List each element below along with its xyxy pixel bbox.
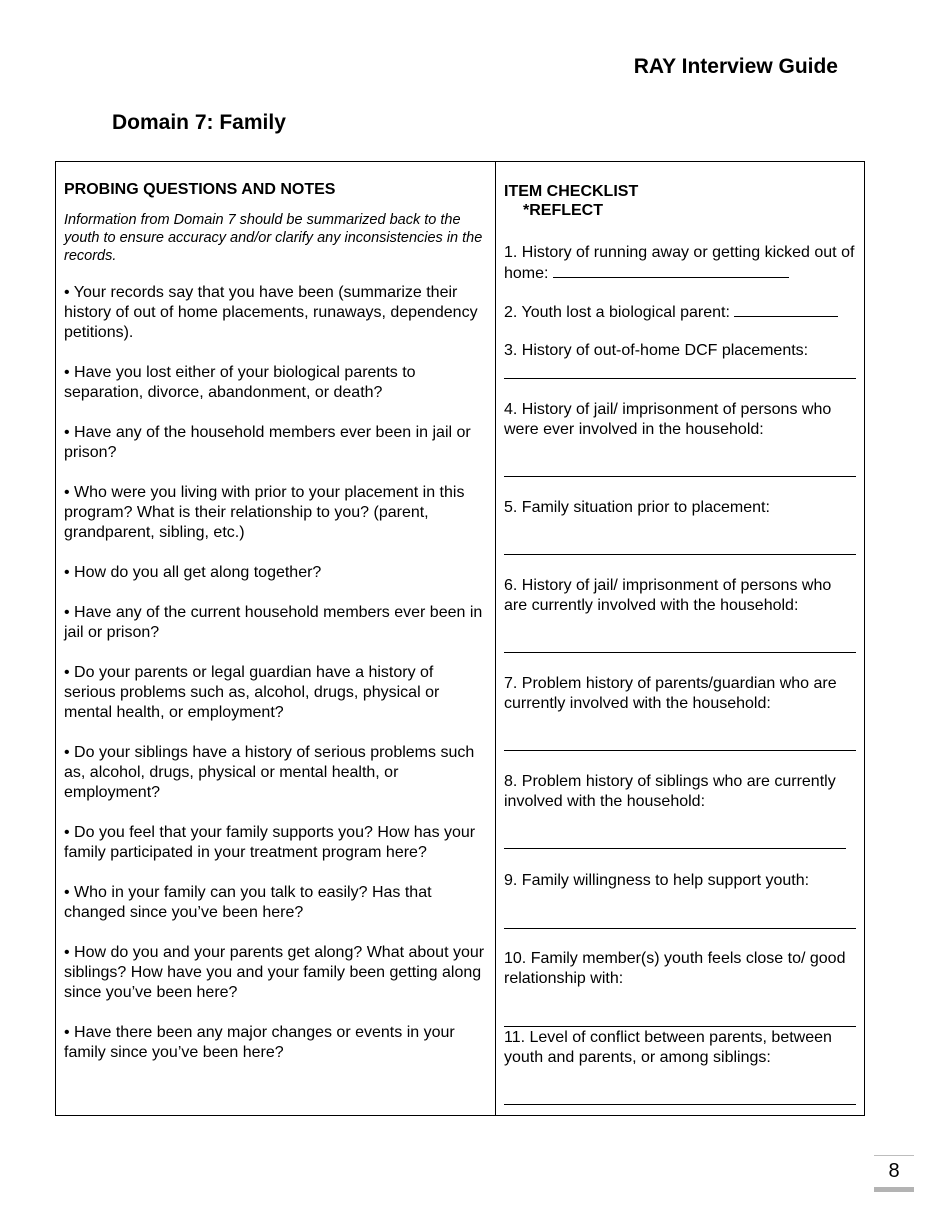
checklist-item-3: 3. History of out-of-home DCF placements:: [504, 342, 809, 359]
question-item: • Have any of the household members ever been in jail or prison?: [64, 424, 471, 461]
question-item: • Do your parents or legal guardian have a history of serious problems such as, alcohol, drugs, physical or mental health, or employment?: [64, 664, 440, 721]
answer-line[interactable]: [504, 554, 856, 555]
reflect-label: *REFLECT: [523, 202, 603, 219]
checklist-item-2: [504, 302, 857, 323]
question-item: • How do you all get along together?: [64, 564, 322, 581]
checklist-item-6: 6. History of jail/ imprisonment of persons who are currently involved with the household:: [504, 577, 832, 614]
answer-line[interactable]: [504, 1104, 856, 1105]
document-title: RAY Interview Guide: [633, 55, 838, 78]
answer-blank[interactable]: [553, 263, 789, 278]
page-number: 8: [874, 1155, 914, 1183]
answer-line[interactable]: [504, 476, 856, 477]
checklist-item-5: 5. Family situation prior to placement:: [504, 499, 770, 516]
item-checklist-column: [496, 162, 864, 1115]
question-item: • Who in your family can you talk to easily? Has that changed since you’ve been here?: [64, 884, 432, 921]
answer-line[interactable]: [504, 1026, 856, 1027]
probing-questions-column: [56, 162, 496, 1115]
checklist-item-11: 11. Level of conflict between parents, between youth and parents, or among siblings:: [504, 1029, 832, 1066]
answer-line[interactable]: [504, 848, 846, 849]
section-title: Domain 7: Family: [112, 111, 286, 134]
question-item: • Have there been any major changes or events in your family since you’ve been here?: [64, 1024, 455, 1061]
question-item: • Your records say that you have been (summarize their history of out of home placements, runaways, dependency petitions).: [64, 284, 478, 341]
answer-line[interactable]: [504, 750, 856, 751]
interview-table: [55, 161, 865, 1116]
answer-blank[interactable]: [734, 302, 838, 317]
item-checklist-heading: [504, 182, 857, 220]
checklist-title: ITEM CHECKLIST: [504, 183, 639, 200]
checklist-item-text: 1. History of running away or getting kicked out of home:: [504, 244, 855, 282]
intro-note: Information from Domain 7 should be summarized back to the youth to ensure accuracy and/or clarify any inconsistencies in the records.: [64, 212, 483, 264]
answer-line[interactable]: [504, 928, 856, 929]
checklist-item-4: 4. History of jail/ imprisonment of persons who were ever involved in the household:: [504, 401, 832, 438]
question-item: • Do you feel that your family supports you? How has your family participated in your treatment program here?: [64, 824, 476, 861]
question-item: • How do you and your parents get along? What about your siblings? How have you and your family been getting along since you’ve been here?: [64, 944, 485, 1001]
checklist-item-7: 7. Problem history of parents/guardian who are currently involved with the household:: [504, 675, 837, 712]
checklist-item-10: 10. Family member(s) youth feels close to/ good relationship with:: [504, 950, 846, 987]
question-item: • Do your siblings have a history of serious problems such as, alcohol, drugs, physical or mental health, or employment?: [64, 744, 475, 801]
checklist-item-text: 2. Youth lost a biological parent:: [504, 304, 730, 321]
probing-questions-heading: PROBING QUESTIONS AND NOTES: [64, 181, 336, 198]
answer-line[interactable]: [504, 652, 856, 653]
answer-line[interactable]: [504, 378, 856, 379]
checklist-item-8: 8. Problem history of siblings who are currently involved with the household:: [504, 773, 836, 810]
question-item: • Have you lost either of your biological parents to separation, divorce, abandonment, or death?: [64, 364, 416, 401]
checklist-item-1: [504, 243, 857, 284]
page-number-bar: [874, 1187, 914, 1192]
checklist-item-9: 9. Family willingness to help support youth:: [504, 872, 810, 889]
question-item: • Have any of the current household members ever been in jail or prison?: [64, 604, 483, 641]
question-item: • Who were you living with prior to your placement in this program? What is their relationship to you? (parent, grandparent, sibling, etc.): [64, 484, 465, 541]
